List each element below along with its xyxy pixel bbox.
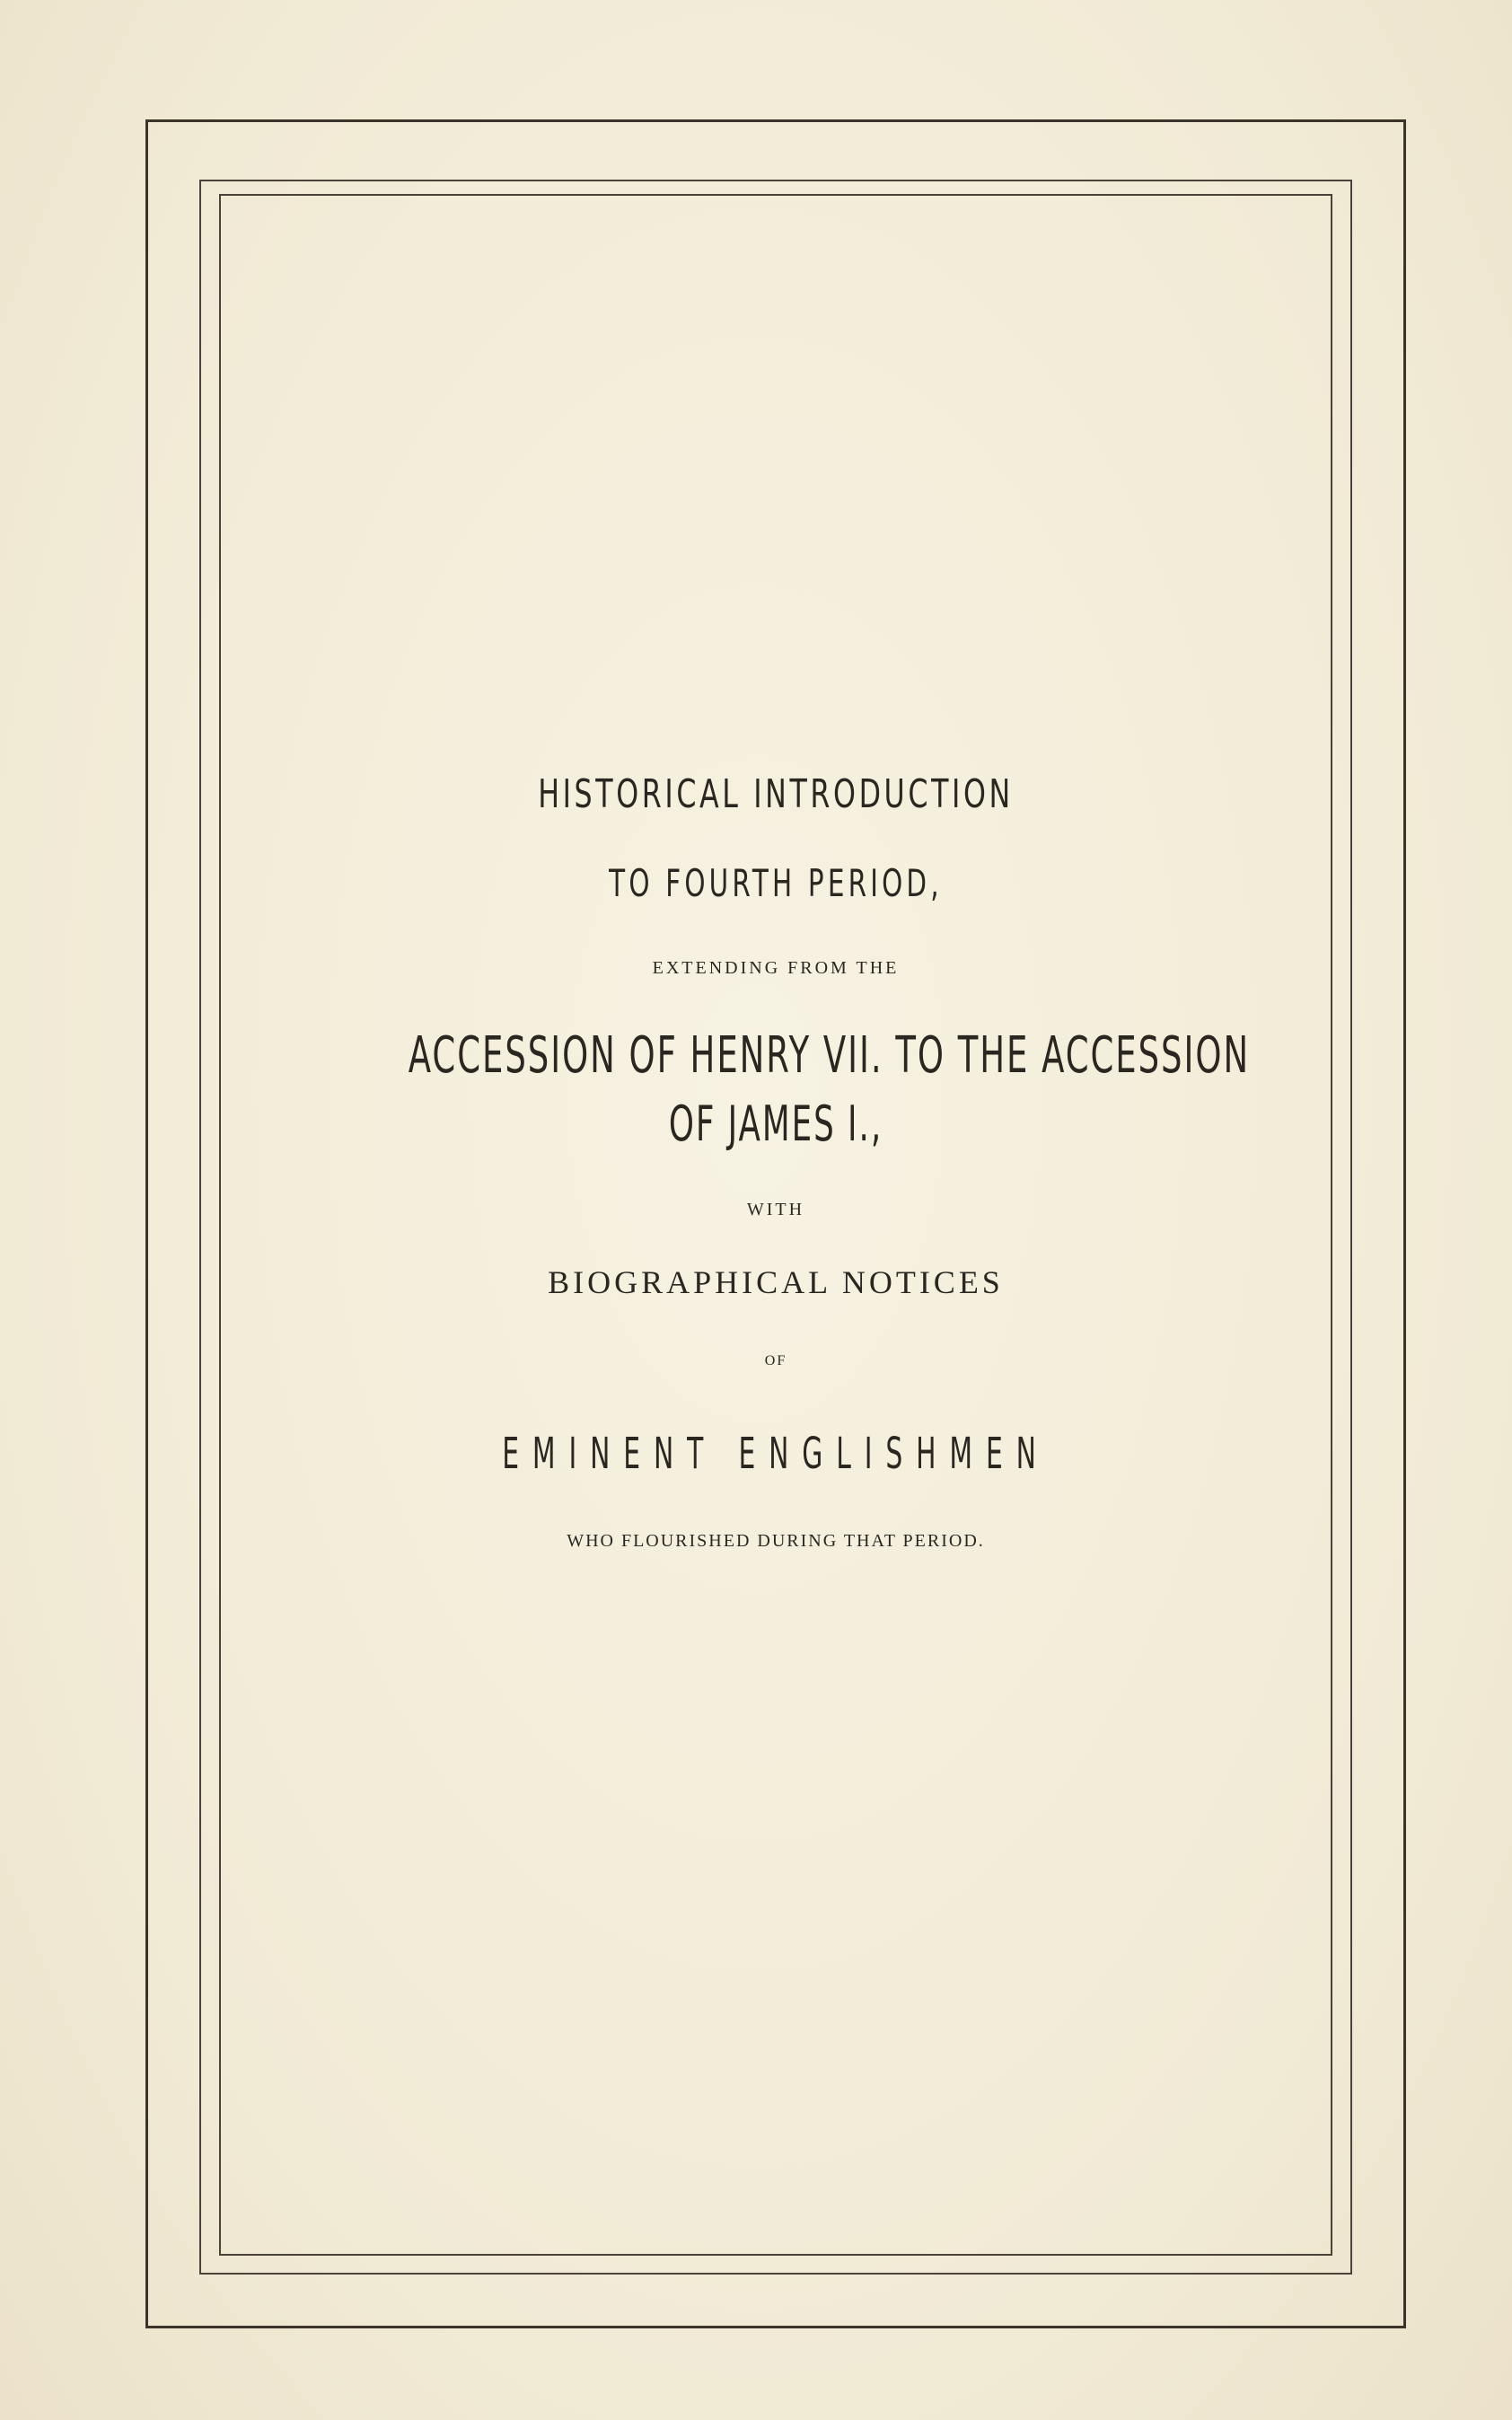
- of-line: OF: [764, 1353, 787, 1368]
- accession-line-1: ACCESSION OF HENRY VII. TO THE ACCESSION: [408, 1026, 1251, 1085]
- with-line: WITH: [746, 1200, 805, 1219]
- inner-border-frame: [219, 194, 1332, 2256]
- eminent-englishmen-line: EMINENT ENGLISHMEN: [502, 1429, 1050, 1479]
- who-flourished-line: WHO FLOURISHED DURING THAT PERIOD.: [567, 1531, 985, 1551]
- heading-historical-introduction: HISTORICAL INTRODUCTION: [538, 771, 1014, 817]
- accession-line-2: OF JAMES I.,: [668, 1096, 883, 1152]
- extending-from-line: EXTENDING FROM THE: [652, 958, 900, 978]
- biographical-notices-line: BIOGRAPHICAL NOTICES: [548, 1264, 1004, 1300]
- heading-fourth-period: TO FOURTH PERIOD,: [609, 861, 943, 905]
